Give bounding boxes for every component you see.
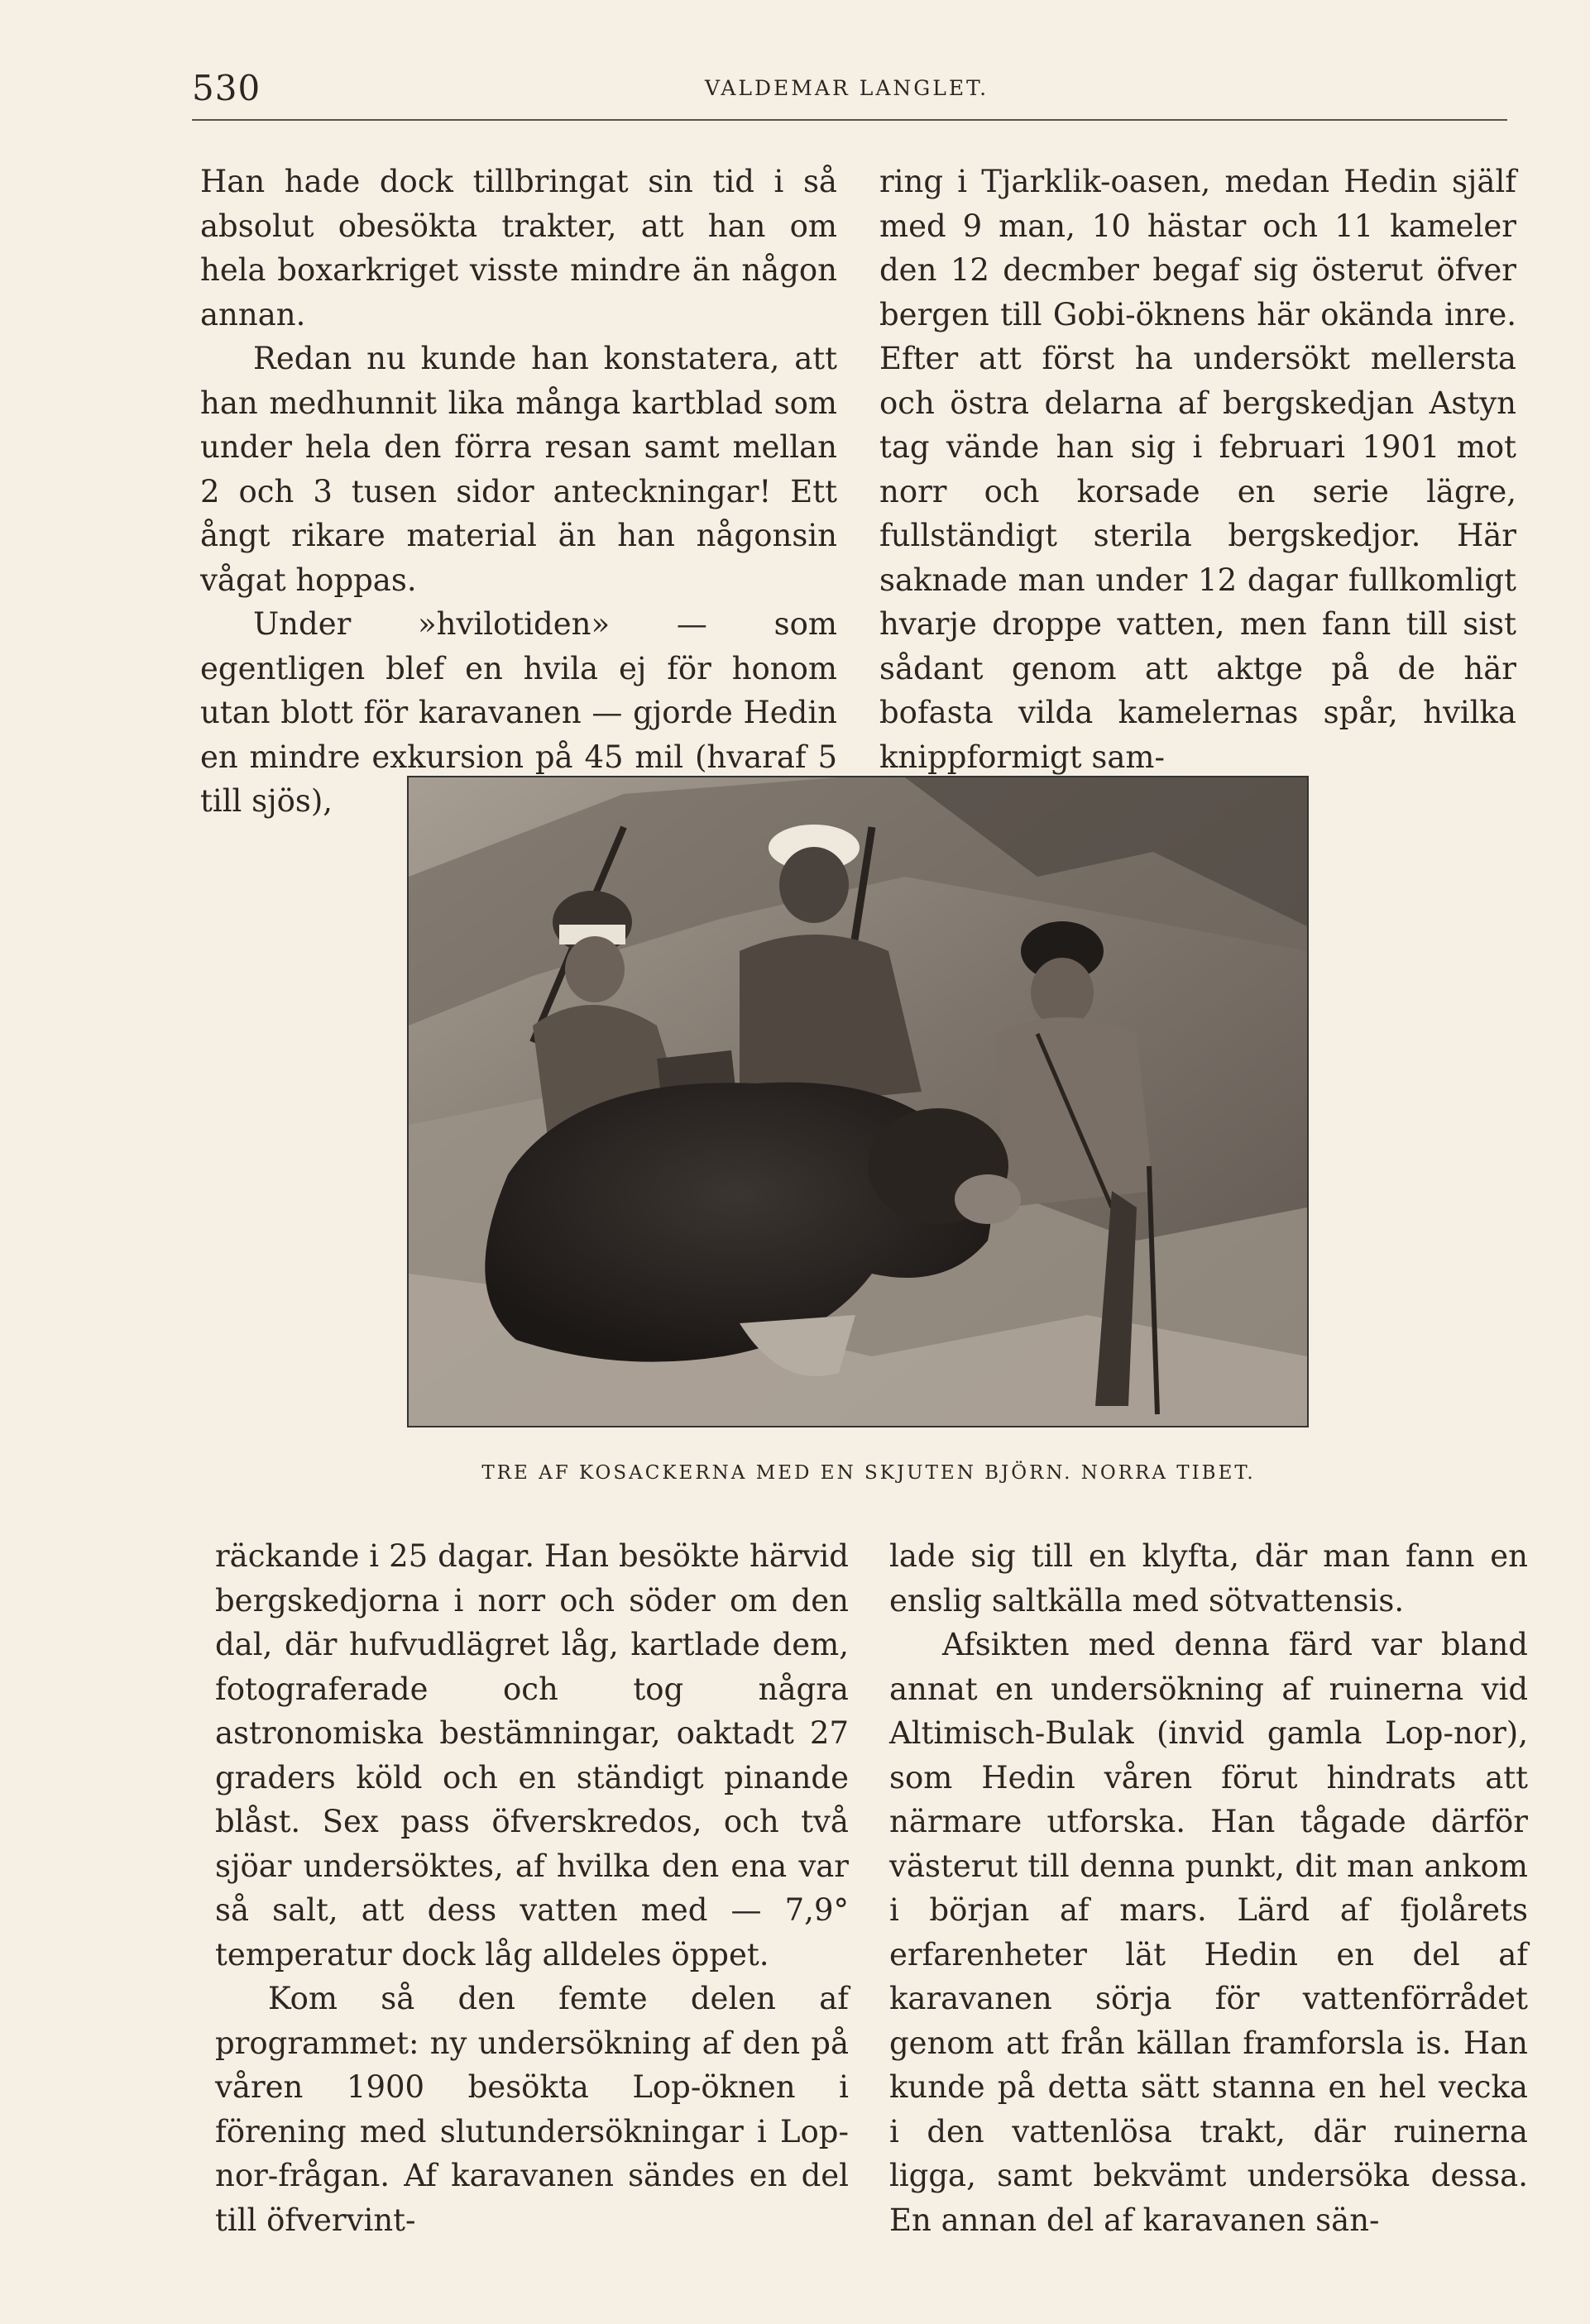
paragraph: Redan nu kunde han konstatera, att han medhunnit lika många kartblad som under hela den förra resan samt mellan 2 och 3 tusen sidor anteckningar! Ett ångt rikare material än han någonsin vågat hoppas. bbox=[200, 341, 837, 598]
paragraph: Kom så den femte delen af programmet: ny undersökning af den på våren 1900 besökta Lop-öknen i förening med slutundersökningar i Lop-nor-frågan. Af karavanen sändes en del till öfvervint- bbox=[215, 1981, 849, 2238]
photograph-cossacks-with-bear bbox=[407, 776, 1309, 1427]
paragraph: lade sig till en klyfta, där man fann en enslig saltkälla med sötvattensis. bbox=[889, 1538, 1528, 1619]
paragraph: Han hade dock tillbringat sin tid i så absolut obesökta trakter, att han om hela boxarkriget visste mindre än någon annan. bbox=[200, 164, 837, 332]
page-number: 530 bbox=[192, 68, 261, 108]
text-column-bottom-right bbox=[889, 1534, 1528, 2242]
paragraph: ring i Tjarklik-oasen, medan Hedin själf med 9 man, 10 hästar och 11 kameler den 12 decmber begaf sig österut öfver bergen till Gobi-öknens här okända inre. Efter att först ha undersökt mellersta och östra delarna af bergskedjan Astyn tag vände han sig i februari 1901 mot norr och korsade en serie lägre, fullständigt sterila bergskedjor. Här saknade man under 12 dagar fullkomligt hvarje droppe vatten, men fann till sist sådant genom att aktge på de här bofasta vilda kamelernas spår, hvilka knippformigt sam- bbox=[879, 164, 1516, 775]
text-column-bottom-left bbox=[215, 1534, 849, 2242]
page-header bbox=[192, 68, 1507, 121]
text-column-top-left bbox=[200, 160, 837, 824]
paragraph: räckande i 25 dagar. Han besökte härvid bergskedjorna i norr och söder om den dal, där hufvudlägret låg, kartlade dem, fotograferade och tog några astronomiska bestämningar, oaktadt 27 graders köld och en ständigt pinande blåst. Sex pass öfverskredos, och två sjöar undersöktes, af hvilka den ena var så salt, att dess vatten med — 7,9° temperatur dock låg alldeles öppet. bbox=[215, 1538, 849, 1973]
running-head: VALDEMAR LANGLET. bbox=[705, 76, 989, 100]
paragraph: Afsikten med denna färd var bland annat en undersökning af ruinerna vid Altimisch-Bulak (invid gamla Lop-nor), som Hedin våren förut hindrats att närmare utforska. Han tågade därför västerut till denna punkt, dit man ankom i början af mars. Lärd af fjolårets erfarenheter lät Hedin en del af karavanen sörja för vattenförrådet genom att från källan framforsla is. Han kunde på detta sätt stanna en hel vecka i den vattenlösa trakt, där ruinerna ligga, samt bekvämt undersöka dessa. En annan del af karavanen sän- bbox=[889, 1627, 1528, 2238]
figure-caption: TRE AF KOSACKERNA MED EN SKJUTEN BJÖRN. NORRA TIBET. bbox=[481, 1462, 1256, 1484]
photograph-illustration bbox=[409, 777, 1307, 1426]
paragraph: Under »hvilotiden» — som egentligen blef en hvila ej för honom utan blott för karavanen — gjorde Hedin en mindre exkursion på 45 mil (hvaraf 5 till sjös), bbox=[200, 606, 837, 819]
text-column-top-right bbox=[879, 160, 1516, 779]
